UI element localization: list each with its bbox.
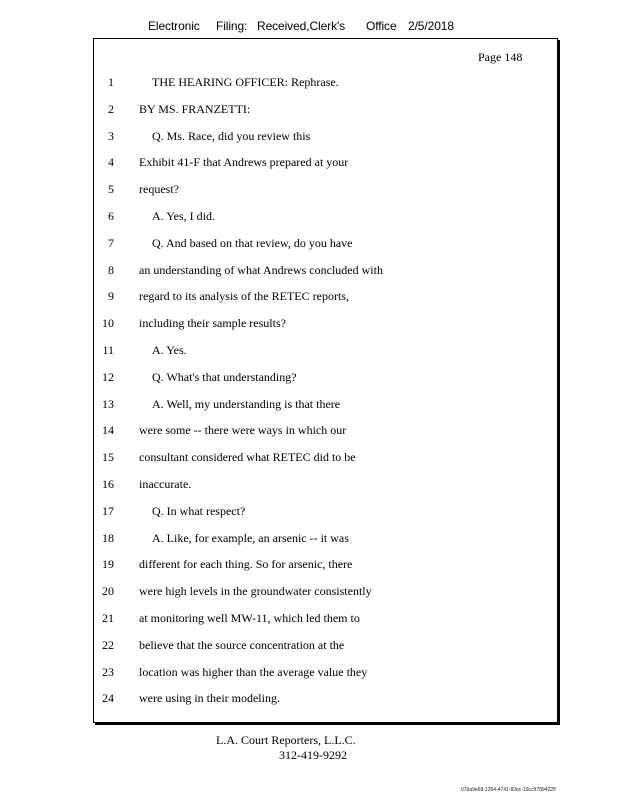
line-number: 10: [102, 316, 114, 331]
line-text: different for each thing. So for arsenic, there: [139, 557, 353, 572]
line-number: 15: [102, 450, 114, 465]
header-word-electronic: Electronic: [148, 19, 200, 33]
line-text: A. Like, for example, an arsenic -- it was: [152, 530, 349, 545]
line-text: including their sample results?: [139, 316, 286, 331]
line-number: 12: [102, 369, 114, 384]
header-word-filing: Filing:: [216, 19, 248, 33]
line-text: Q. Ms. Race, did you review this: [152, 128, 311, 143]
line-text: location was higher than the average value they: [139, 664, 368, 679]
header-word-office: Office: [366, 19, 397, 33]
line-number: 2: [108, 101, 114, 116]
line-text: an understanding of what Andrews concluded with: [139, 262, 383, 277]
line-number: 5: [108, 182, 114, 197]
line-number: 20: [102, 584, 114, 599]
line-number: 7: [108, 235, 114, 250]
line-number: 14: [102, 423, 114, 438]
line-number: 1: [108, 75, 114, 89]
line-number: 18: [102, 530, 114, 545]
line-text: inaccurate.: [139, 477, 192, 491]
line-text: A. Yes.: [152, 343, 187, 357]
line-number: 8: [108, 262, 114, 277]
line-text: Q. What's that understanding?: [152, 369, 297, 384]
line-text: Q. And based on that review, do you have: [152, 235, 353, 250]
line-text: regard to its analysis of the RETEC reports,: [139, 289, 349, 304]
line-number: 9: [108, 289, 114, 304]
footer-company: L.A. Court Reporters, L.L.C.: [216, 733, 356, 747]
line-number: 22: [102, 637, 114, 652]
line-number: 4: [108, 155, 114, 170]
line-text: request?: [139, 182, 179, 197]
footer-phone: 312-419-9292: [279, 748, 347, 762]
line-text: THE HEARING OFFICER: Rephrase.: [152, 75, 339, 89]
line-number: 16: [102, 477, 114, 491]
line-text: were high levels in the groundwater consistently: [139, 584, 372, 599]
document-id-stamp: 07da9e68-1354-4741-82ec-19cc97894228: [461, 787, 556, 793]
page-number: Page 148: [478, 50, 523, 64]
line-number: 17: [102, 503, 114, 518]
line-number: 11: [102, 343, 114, 357]
line-text: BY MS. FRANZETTI:: [139, 101, 251, 116]
line-number: 21: [102, 611, 114, 625]
line-number: 13: [102, 396, 114, 411]
line-text: consultant considered what RETEC did to be: [139, 450, 356, 465]
line-number: 19: [102, 557, 114, 572]
line-text: Q. In what respect?: [152, 503, 246, 518]
line-text: at monitoring well MW-11, which led them to: [139, 611, 360, 625]
line-number: 6: [108, 209, 114, 223]
line-text: A. Yes, I did.: [152, 209, 216, 223]
line-text: were using in their modeling.: [139, 691, 280, 706]
line-number: 23: [102, 664, 114, 679]
line-text: were some -- there were ways in which our: [139, 423, 347, 438]
line-text: Exhibit 41-F that Andrews prepared at your: [139, 155, 349, 170]
line-number: 24: [102, 691, 114, 706]
line-number: 3: [108, 128, 114, 143]
header-word-received: Received,Clerk's: [257, 19, 346, 33]
header-date: 2/5/2018: [408, 19, 454, 33]
line-text: A. Well, my understanding is that there: [152, 396, 341, 411]
line-text: believe that the source concentration at the: [139, 637, 345, 652]
